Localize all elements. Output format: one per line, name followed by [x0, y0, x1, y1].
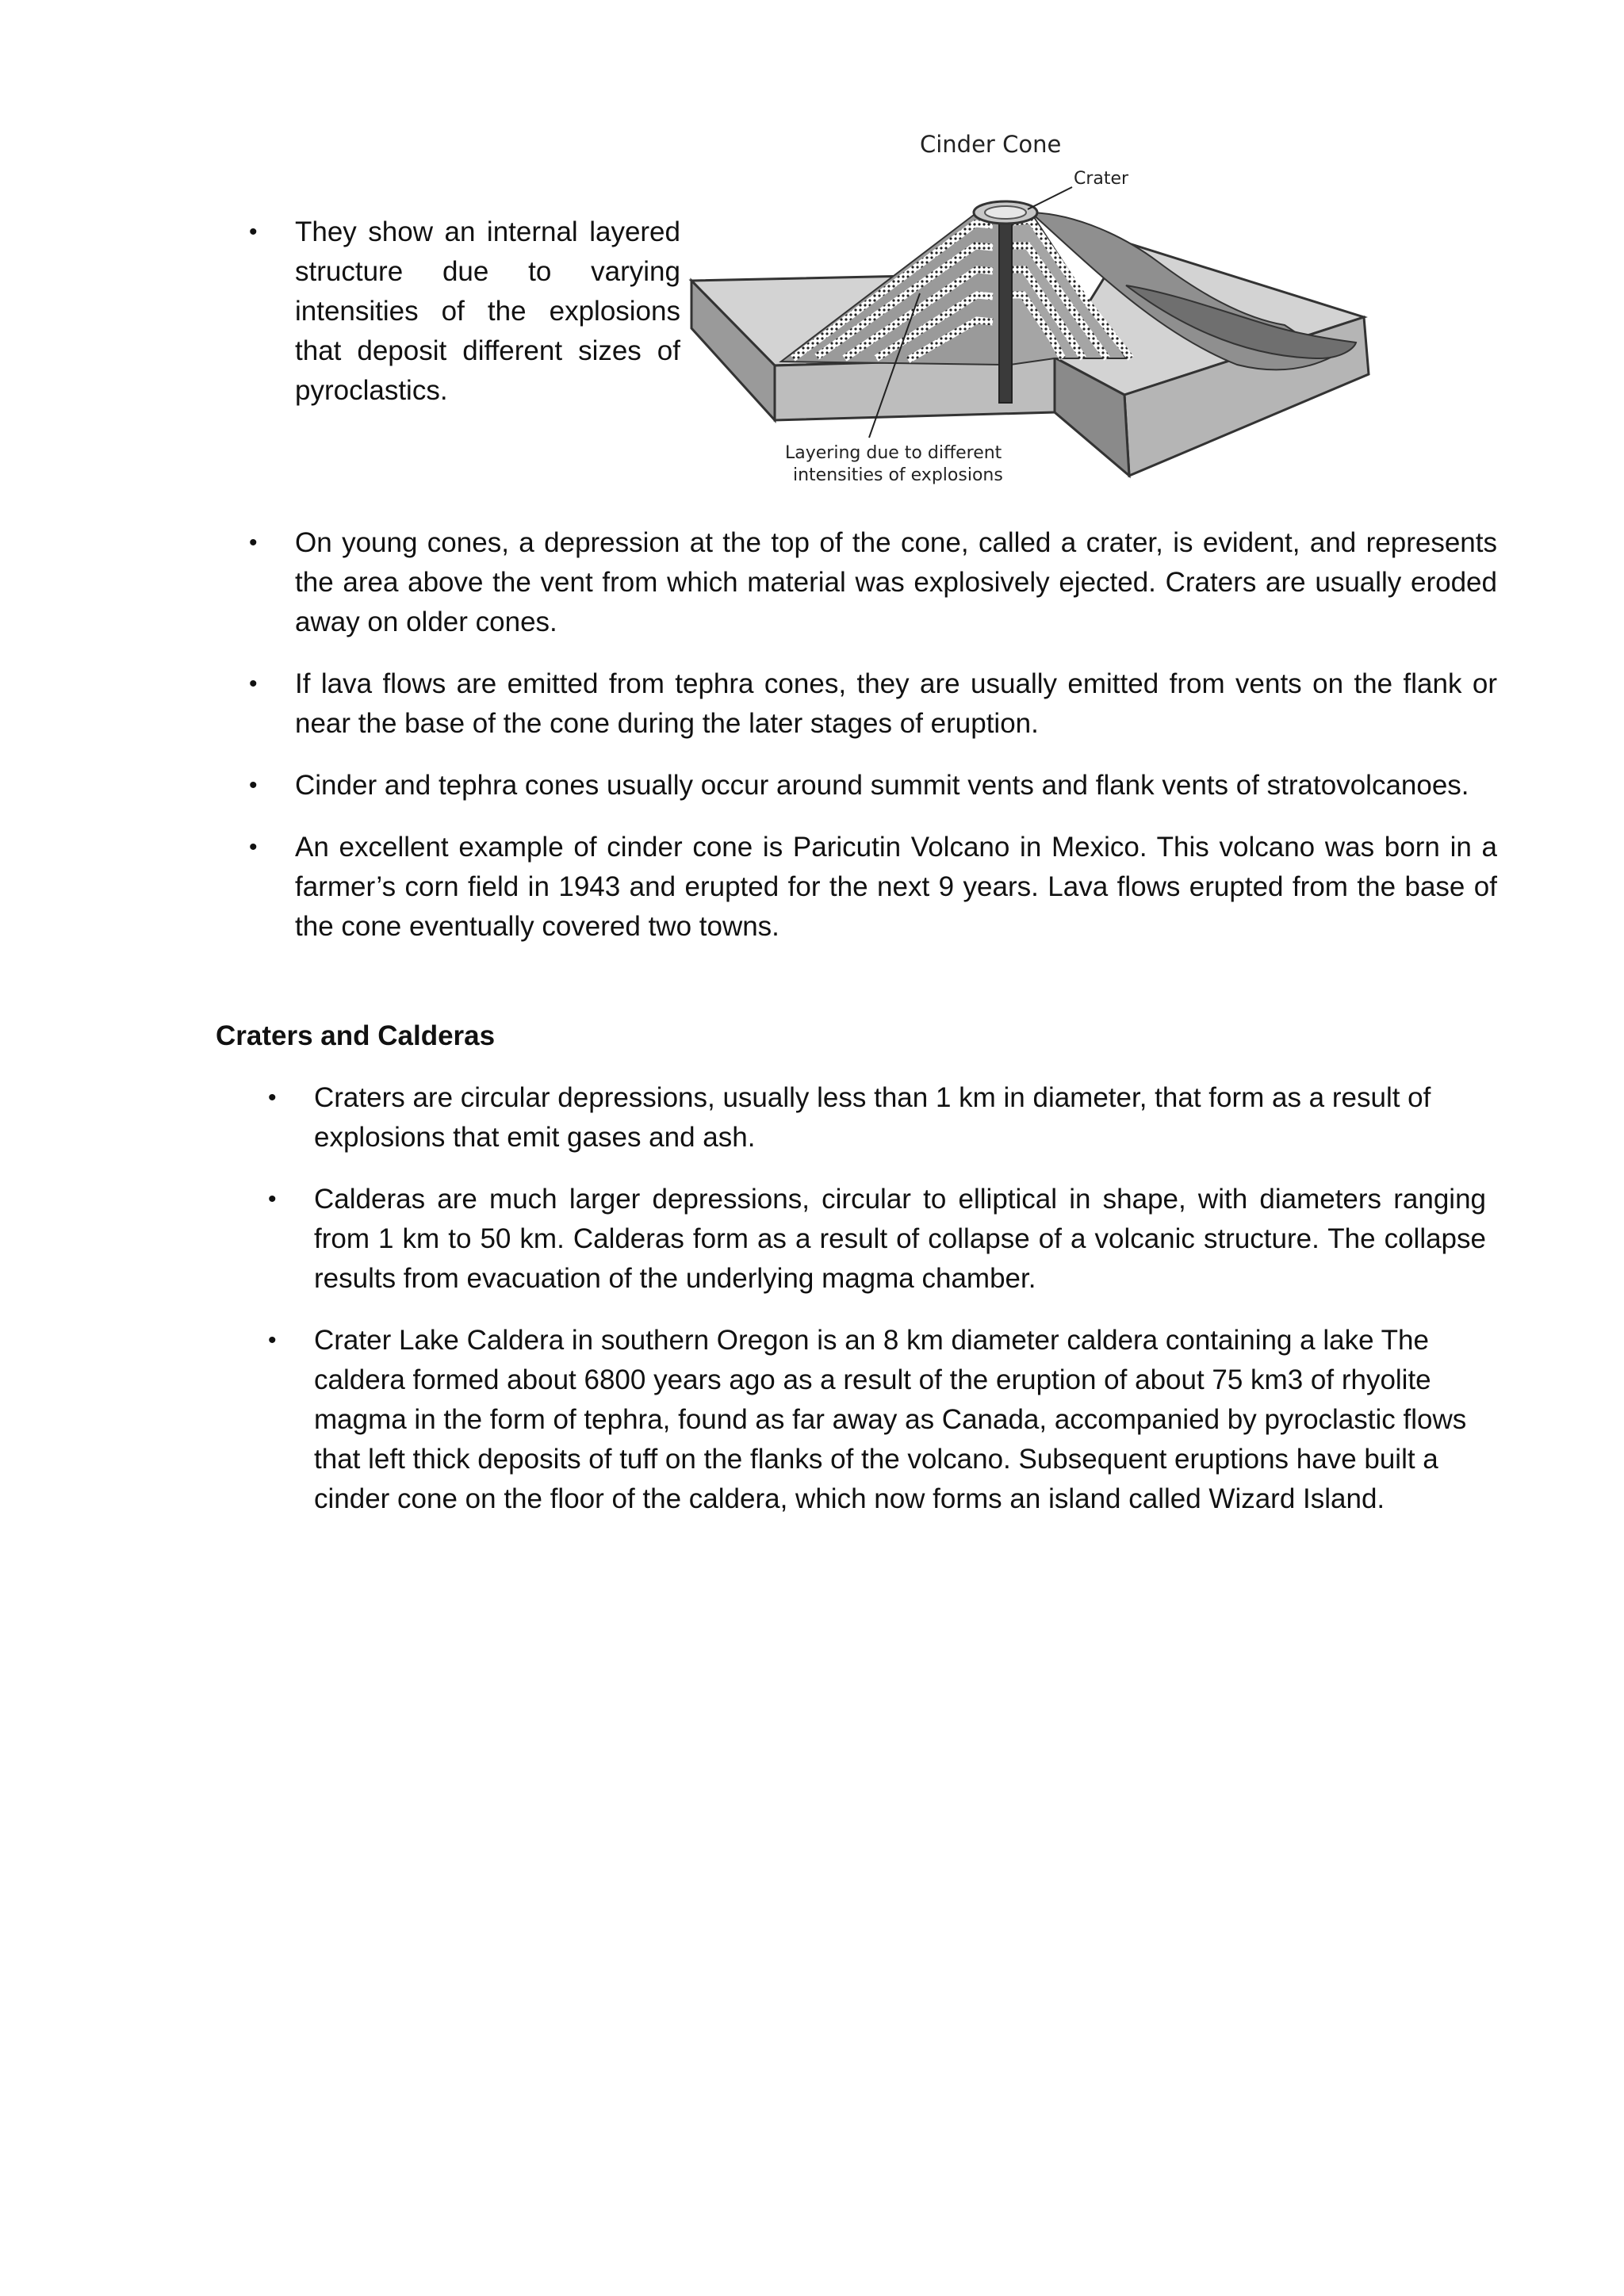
- bullet-dot: •: [268, 1085, 277, 1111]
- bullet-dot: •: [268, 1327, 277, 1353]
- bullet-text: Crater Lake Caldera in southern Oregon is an 8 km diameter caldera containing a lake The caldera formed about 6800 years ago as a result of the eruption of about 75 km3 of rhyolite magma in the form of tephra, found as far away as Canada, accompanied by pyroclastic flows that left thick deposits of tuff on the flanks of the volcano. Subsequent eruptions have built a cinder cone on the floor of the caldera, which now forms an island called Wizard Island.: [314, 1325, 1467, 1514]
- section-heading: Craters and Calderas: [216, 1020, 496, 1051]
- crater-leader-line: [1028, 187, 1072, 209]
- main-bullet-item: [249, 828, 1497, 947]
- bullet-dot: •: [249, 772, 258, 798]
- main-bullet-item: [249, 664, 1497, 744]
- central-vent: [999, 216, 1012, 403]
- main-bullet-item: [249, 766, 1497, 806]
- bullet-text: On young cones, a depression at the top of the cone, called a crater, is evident, and represents the area above the vent from which material was explosively ejected. Craters are usually eroded away on older cones.: [295, 527, 1497, 637]
- intro-bullet-list: [249, 212, 680, 411]
- main-bullet-item: [249, 523, 1497, 642]
- bullet-dot: •: [249, 530, 258, 556]
- intro-bullet-item: [249, 212, 680, 411]
- intro-bullet-text: They show an internal layered structure due to varying intensities of the explosions that deposit different sizes of pyroclastics.: [295, 216, 680, 406]
- cinder-cone-figure: [682, 127, 1380, 499]
- bullet-text: Cinder and tephra cones usually occur around summit vents and flank vents of stratovolcanoes.: [295, 770, 1469, 801]
- bullet-text: Craters are circular depressions, usually less than 1 km in diameter, that form as a result of explosions that emit gases and ash.: [314, 1082, 1431, 1153]
- sub-bullet-item: [268, 1180, 1486, 1299]
- bullet-text: An excellent example of cinder cone is Paricutin Volcano in Mexico. This volcano was born in a farmer’s corn field in 1943 and erupted for the next 9 years. Lava flows erupted from the base of the cone eventually covered two towns.: [295, 832, 1497, 942]
- bullet-dot: •: [249, 834, 258, 860]
- intro-bullet-block: [249, 212, 680, 411]
- crater-label: Crater: [1074, 169, 1129, 189]
- sub-bullet-item: [268, 1078, 1486, 1158]
- cinder-cone-diagram: [682, 127, 1380, 499]
- figure-title: Cinder Cone: [920, 131, 1062, 158]
- main-bullet-block: [249, 523, 1497, 969]
- main-bullet-list: [249, 523, 1497, 947]
- bullet-dot: •: [249, 671, 258, 697]
- layer-label-line1: Layering due to different: [785, 443, 1002, 463]
- sub-bullet-item: [268, 1321, 1486, 1519]
- sub-bullet-list: [268, 1078, 1486, 1519]
- bullet-text: If lava flows are emitted from tephra cones, they are usually emitted from vents on the flank or near the base of the cone during the later stages of eruption.: [295, 668, 1497, 739]
- bullet-text: Calderas are much larger depressions, circular to elliptical in shape, with diameters ranging from 1 km to 50 km. Calderas form as a result of collapse of a volcanic structure. The collapse results from evacuation of the underlying magma chamber.: [314, 1184, 1486, 1294]
- layer-label-line2: intensities of explosions: [793, 465, 1003, 485]
- crater-hollow: [985, 206, 1026, 219]
- sub-bullet-block: [268, 1078, 1486, 1541]
- left-block-front: [775, 358, 1055, 420]
- bullet-dot: •: [268, 1186, 277, 1212]
- bullet-dot: •: [249, 219, 258, 245]
